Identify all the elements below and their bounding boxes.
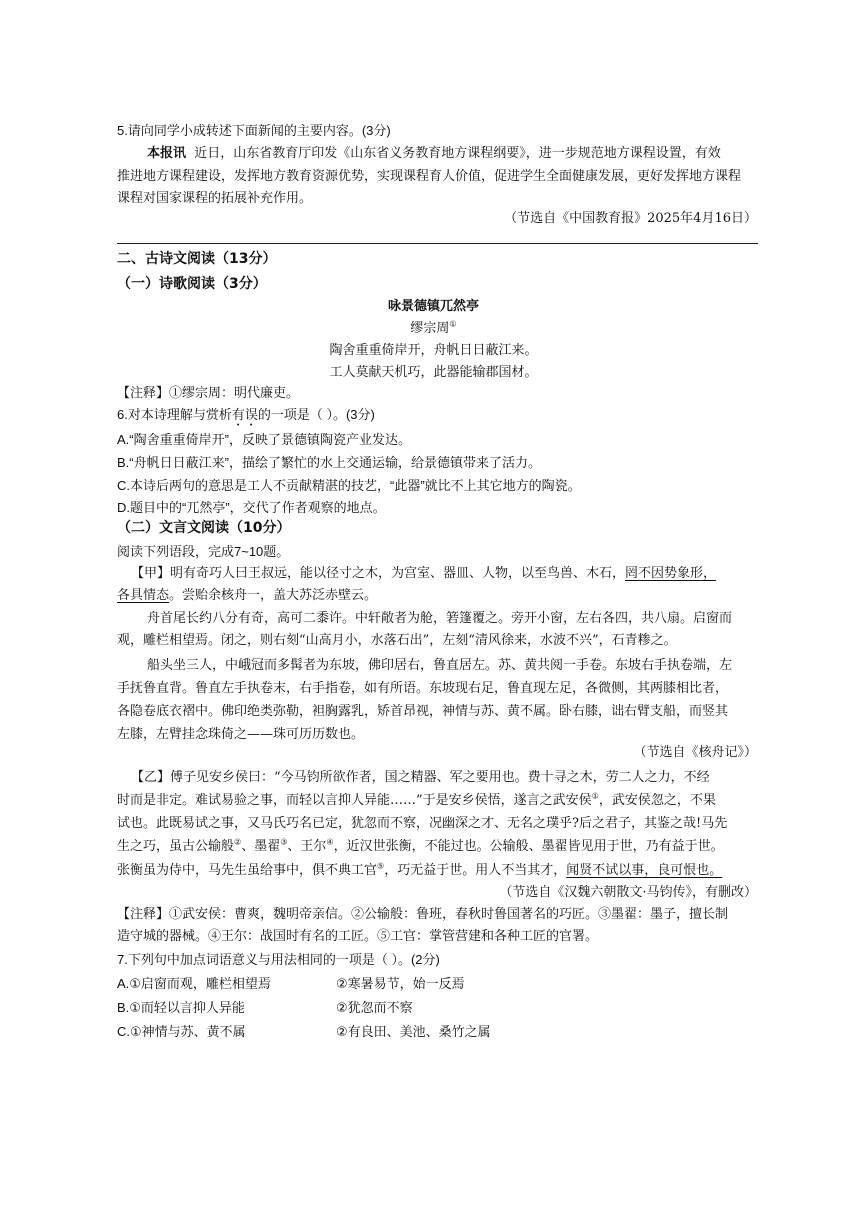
- q6-stem-b: 的一项是（ ）。(3分): [257, 407, 375, 422]
- q6-stem-a: 6.对本诗理解与赏析: [117, 407, 232, 422]
- jia-underline-1: 罔不因势象形，: [625, 566, 717, 581]
- yi-text-4c: 、王尔: [287, 839, 327, 854]
- q5-source: （节选自《中国教育报》2025年4月16日）: [504, 211, 757, 226]
- q7-option-c-right: ②有良田、美池、桑竹之属: [336, 1024, 491, 1039]
- note-mark-4: ④: [326, 837, 334, 847]
- yi-source: （节选自《汉魏六朝散文·马钧传》，有删改）: [499, 885, 757, 900]
- yi-line-2: [117, 792, 716, 810]
- q5-news-line2: 推进地方课程建设，发挥地方教育资源优势，实现课程育人价值，促进学生全面健康发展，更好发挥地方课程: [117, 169, 742, 184]
- section-divider: [117, 243, 758, 244]
- yi-text-2: 时而是非定。难试易验之事，而轻以言抑人异能……”于是安乡侯悟，遂言之武安侯: [117, 793, 592, 808]
- jia-text-1a: 【甲】明有奇巧人曰王叔远，能以径寸之木，为宫室、器皿、人物，以至鸟兽、木石，: [131, 566, 626, 581]
- q5-news-line1: [147, 145, 721, 163]
- jia-underline-2: 各具情态: [117, 588, 170, 603]
- poem-note: 【注释】①缪宗周：明代廉吏。: [117, 386, 300, 401]
- q6-option-d: D.题目中的“兀然亭”，交代了作者观察的地点。: [117, 500, 386, 515]
- poem-author: [0, 320, 867, 338]
- notes-line-1: 【注释】①武安侯：曹爽，魏明帝亲信。②公输般：鲁班，春秋时鲁国著名的巧匠。③墨翟：墨子，擅长制: [117, 907, 729, 922]
- yi-text-4b: 、墨翟: [241, 839, 281, 854]
- poem-author-note-mark: ①: [449, 319, 457, 329]
- jia-text-2a: 。尝贻余核舟一，盖大苏泛赤壁云。: [169, 588, 378, 603]
- jia-para3-line1: 船头坐三人，中峨冠而多髯者为东坡，佛印居右，鲁直居左。苏、黄共阅一手卷。东坡右手执卷端，左: [147, 658, 733, 673]
- yi-line-5: [117, 862, 722, 880]
- prose-section-title: （二）文言文阅读（10分）: [117, 520, 291, 536]
- jia-para3-line2: 手抚鲁直背。鲁直左手执卷末，右手指卷，如有所语。东坡现右足，鲁直现左足，各微侧，其两膝相比者，: [117, 681, 729, 696]
- yi-line-1: 【乙】傅子见安乡侯曰：“今马钧所欲作者，国之精器、军之要用也。费十寻之木，劳二人之力，不经: [131, 770, 710, 785]
- q6-option-a: A.“陶舍重重倚岸开”，反映了景德镇陶瓷产业发达。: [117, 432, 411, 447]
- q7-option-a-left: A.①启窗而观，雕栏相望焉: [117, 976, 271, 991]
- q7-option-b-right: ②犹忽而不察: [336, 1000, 413, 1015]
- jia-line-1: [131, 565, 716, 583]
- q6-option-c: C.本诗后两句的意思是工人不贡献精湛的技艺，“此器”就比不上其它地方的陶瓷。: [117, 478, 581, 493]
- yi-text-5a: 张衡虽为侍中，马先生虽给事中，俱不典工官: [117, 863, 378, 878]
- q6-option-b: B.“舟帆日日蔽江来”，描绘了繁忙的水上交通运输，给景德镇带来了活力。: [117, 455, 541, 470]
- note-mark-1: ①: [591, 791, 599, 801]
- poem-title: 咏景德镇兀然亭: [387, 299, 479, 314]
- q7-stem: 7.下列句中加点词语意义与用法相同的一项是（ ）。(2分): [117, 952, 440, 967]
- poem-line-1: 陶舍重重倚岸开，舟帆日日蔽江来。: [329, 343, 538, 358]
- jia-para2-line2: 观，雕栏相望焉。闭之，则右刻“山高月小，水落石出”，左刻“清风徐来，水波不兴”，石青糁之。: [117, 633, 677, 648]
- q6-stem: [117, 406, 375, 429]
- jia-source: （节选自《核舟记》）: [633, 745, 757, 760]
- jia-para3-line3: 各隐卷底衣褶中。佛印绝类弥勒，袒胸露乳，矫首昂视，神情与苏、黄不属。卧右膝，诎右臂支船，而竖其: [117, 704, 729, 719]
- jia-line-2: [117, 587, 377, 605]
- q7-option-c-left: C.①神情与苏、黄不属: [117, 1024, 246, 1039]
- poem-line-2: 工人莫献天机巧，此器能输郡国材。: [329, 365, 538, 380]
- q7-option-b-left: B.①而轻以言抑人异能: [117, 1000, 245, 1015]
- jia-para3-line4: 左膝，左臂挂念珠倚之——珠可历历数也。: [117, 727, 365, 742]
- q5-stem: 5.请向同学小成转述下面新闻的主要内容。(3分): [117, 123, 391, 138]
- poem-section-title: （一）诗歌阅读（3分）: [117, 276, 267, 292]
- poem-author-name: 缪宗周: [410, 321, 450, 336]
- q5-news-line3: 课程对国家课程的拓展补充作用。: [117, 191, 313, 206]
- notes-line-2: 造守城的器械。④王尔：战国时有名的工匠。⑤工官：掌管营建和各种工匠的官署。: [117, 929, 599, 944]
- q6-stem-emphasis: 有误: [231, 407, 258, 422]
- yi-text-5b: ，巧无益于世。用人不当其才，: [384, 863, 567, 878]
- yi-text-2b: ，武安侯忽之，不果: [598, 793, 716, 808]
- note-mark-5: ⑤: [377, 861, 385, 871]
- prose-intro: 阅读下列语段，完成7~10题。: [117, 544, 290, 559]
- yi-text-4a: 生之巧，虽古公输般: [117, 839, 235, 854]
- yi-text-4d: ，近汉世张衡，不能过也。公输般、墨翟皆见用于世，乃有益于世。: [333, 839, 724, 854]
- yi-line-3: 试也。此既易试之事，又马氏巧名已定，犹忽而不察，况幽深之才、无名之璞乎?后之君子，其鉴之哉!马先: [117, 816, 728, 831]
- note-mark-2: ②: [234, 837, 242, 847]
- news-text-1: 近日，山东省教育厅印发《山东省义务教育地方课程纲要》，进一步规范地方课程设置，有效: [194, 146, 721, 161]
- yi-underline: 闻贤不试以事，良可恨也。: [566, 863, 723, 878]
- jia-para2-line1: 舟首尾长约八分有奇，高可二黍许。中轩敞者为舱，箬篷覆之。旁开小窗，左右各四，共八扇。启窗而: [147, 611, 733, 626]
- q7-option-a-right: ②寒暑易节，始一反焉: [336, 976, 465, 991]
- note-mark-3: ③: [280, 837, 288, 847]
- yi-line-4: [117, 838, 724, 856]
- section-title: 二、古诗文阅读（13分）: [117, 251, 277, 267]
- news-tag: 本报讯: [147, 146, 187, 161]
